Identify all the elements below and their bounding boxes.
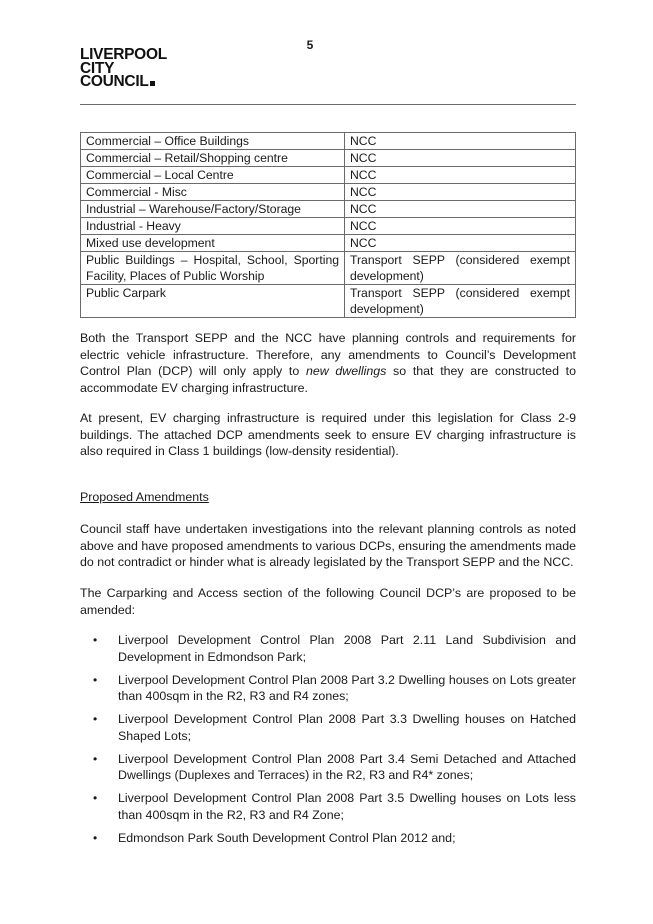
development-type-cell: Commercial – Retail/Shopping centre [81,150,345,167]
development-type-cell: Mixed use development [81,235,345,252]
bullet-icon: • [93,712,98,726]
list-item [80,672,576,705]
control-cell: NCC [345,218,576,235]
bullet-icon: • [93,830,98,845]
table-row [81,235,576,252]
table-row [81,201,576,218]
logo-line-3: COUNCIL [80,73,149,90]
development-type-cell: Public Carpark [81,285,345,318]
control-cell: NCC [345,184,576,201]
control-cell: NCC [345,133,576,150]
control-cell: NCC [345,235,576,252]
bullet-icon: • [93,672,98,687]
list-item [80,830,576,847]
list-item-text: Liverpool Development Control Plan 2008 Part 3.2 Dwelling houses on Lots greater than 400sqm in the R2, R3 and R4 zones; [118,672,576,703]
development-type-cell: Commercial – Local Centre [81,167,345,184]
logo-line-2: CITY [80,59,115,77]
table-row [81,133,576,150]
table-row [81,252,576,285]
list-item-text: Liverpool Development Control Plan 2008 Part 3.4 Semi Detached and Attached Dwellings (Duplexes and Terraces) in the R2, R3 and R4* zones; [118,751,576,782]
development-type-cell: Commercial – Office Buildings [81,133,345,150]
development-type-cell: Public Buildings – Hospital, School, Sporting Facility, Places of Public Worship [81,252,345,285]
control-cell: NCC [345,167,576,184]
list-item-text: Liverpool Development Control Plan 2008 Part 3.5 Dwelling houses on Lots less than 400sqm in the R2, R3 and R4 Zone; [118,791,576,822]
control-cell: Transport SEPP (considered exempt development) [345,285,576,318]
control-cell: NCC [345,150,576,167]
table-row [81,184,576,201]
logo-line-1: LIVERPOOL [80,46,167,63]
logo-dot-icon [150,81,155,86]
table-row [81,150,576,167]
development-type-cell: Industrial - Heavy [81,218,345,235]
list-item [80,790,576,823]
header-divider [80,104,576,105]
table-row [81,218,576,235]
list-item-text: Edmondson Park South Development Control Plan 2012 and; [118,830,456,845]
bullet-icon: • [93,633,98,647]
page-number: 5 [306,38,314,52]
development-type-cell: Commercial - Misc [81,184,345,201]
dcp-list [80,632,576,853]
development-type-cell: Industrial – Warehouse/Factory/Storage [81,201,345,218]
council-logo [80,48,167,89]
new-dwellings-emphasis: new dwellings [305,364,387,378]
control-cell: Transport SEPP (considered exempt development) [345,252,576,285]
class-buildings-paragraph: At present, EV charging infrastructure is required under this legislation for Class 2-9 buildings. The attached DCP amendments seek to ensure EV charging infrastructure is also required in Class 1 buildings (low-density residential). [80,411,576,458]
control-cell: NCC [345,201,576,218]
list-item [80,751,576,784]
section-heading: Proposed Amendments [80,490,209,504]
list-item [80,711,576,744]
investigation-paragraph: Council staff have undertaken investigations into the relevant planning controls as noted above and have proposed amendments to various DCPs, ensuring the amendments made do not contradict or hinder what is already legislated by the Transport SEPP and the NCC. [80,522,576,569]
list-item [80,632,576,665]
table-row [81,285,576,318]
bullet-icon: • [93,751,98,766]
list-item-text: Liverpool Development Control Plan 2008 Part 3.3 Dwelling houses on Hatched Shaped Lots; [118,712,576,743]
paragraph-text: Both the Transport SEPP and the NCC have planning controls and requirements for electric vehicle infrastructure. Therefore, any amendments to Council’s Development Control Plan (DCP) will only apply to [80,331,576,378]
table-row [81,167,576,184]
bullet-icon: • [93,791,98,805]
carparking-paragraph: The Carparking and Access section of the following Council DCP’s are proposed to be amended: [80,586,576,617]
development-controls-table [80,132,576,318]
list-item-text: Liverpool Development Control Plan 2008 Part 2.11 Land Subdivision and Development in Edmondson Park; [118,633,576,664]
paragraph-text: so that they are constructed to accommodate EV charging infrastructure. [80,364,577,395]
ev-infrastructure-paragraph [80,330,576,396]
